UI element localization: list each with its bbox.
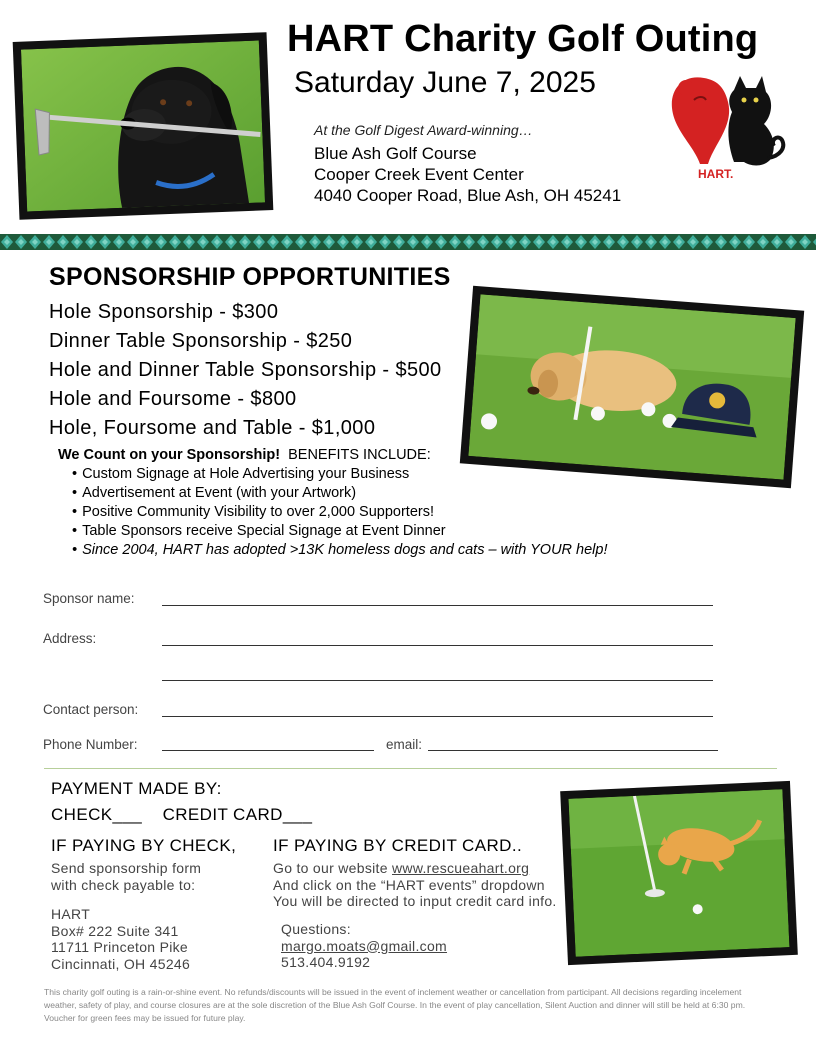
hart-logo [664,70,790,182]
mailing-address [51,906,190,972]
cc-line-3: You will be directed to input credit card info. [273,893,557,909]
check-line-1: Send sponsorship form [51,860,202,876]
phone-field[interactable] [162,750,374,751]
address-name: HART [51,906,91,922]
photo-dog-with-golf-club [13,32,274,220]
cc-line-2: And click on the “HART events” dropdown [273,876,545,893]
questions-label: Questions: [281,921,351,937]
disclaimer-fineprint: This charity golf outing is a rain-or-shine event. No refunds/discounts will be issued in the event of inclement weather or cancellation from participant. All decisions regarding incelement weather, safety of play, and course closures are at the sole discretion of the Blue Ash Golf Course. In the event of play cancellation, Silent Auction and dinner will still be held at 6:30 pm. Voucher for green fees may be issued for future play. [44,987,746,1023]
venue-address: 4040 Cooper Road, Blue Ash, OH 45241 [314,186,622,205]
benefit-item: • Advertisement at Event (with your Artwork) [72,484,698,503]
phone-label: Phone Number: [43,737,138,752]
benefit-item: • Since 2004, HART has adopted >13K homeless dogs and cats – with YOUR help! [72,541,698,560]
logo-text: HART. [698,167,734,181]
address-box: Box# 222 Suite 341 [51,922,179,939]
questions-block [281,921,447,971]
sponsorship-heading: SPONSORSHIP OPPORTUNITIES [49,263,451,291]
venue-center: Cooper Creek Event Center [314,165,524,184]
sponsorship-level: Hole and Dinner Table Sponsorship - $500 [49,359,442,381]
benefits-list [58,465,698,560]
benefits-lead-bold: We Count on your Sponsorship! [58,447,281,463]
event-title: HART Charity Golf Outing [287,18,759,60]
sponsorship-level: Hole and Foursome - $800 [49,388,297,410]
questions-email [281,938,447,955]
sponsorship-level: Hole Sponsorship - $300 [49,301,279,323]
contact-person-field[interactable] [162,716,713,717]
cc-line-1 [273,860,557,877]
cc-line-1-prefix: Go to our website [273,860,393,876]
credit-card-instructions [273,860,557,910]
benefit-item: • Custom Signage at Hole Advertising your Business [72,465,698,484]
address-field-line-2[interactable] [162,680,713,681]
venue-intro: At the Golf Digest Award-winning… [314,122,533,138]
check-line-2: with check payable to: [51,876,196,893]
check-heading: IF PAYING BY CHECK, [51,836,237,855]
address-street: 11711 Princeton Pike [51,939,189,955]
benefit-item: • Positive Community Visibility to over 2,000 Supporters! [72,503,698,522]
venue-block [314,120,621,206]
check-instructions [51,860,201,893]
benefits-block [58,446,698,560]
address-label: Address: [43,631,97,646]
benefits-lead-rest: BENEFITS INCLUDE: [280,447,431,463]
sponsorship-level: Dinner Table Sponsorship - $250 [49,330,353,352]
questions-phone: 513.404.9192 [281,954,371,970]
email-label: email: [386,737,423,752]
sponsorship-levels [49,298,442,443]
sponsorship-level: Hole, Foursome and Table - $1,000 [49,417,376,439]
sponsor-name-field[interactable] [162,605,713,606]
payment-options[interactable]: CHECK___ CREDIT CARD___ [51,805,313,824]
event-date: Saturday June 7, 2025 [294,66,596,99]
email-link[interactable]: margo.moats@gmail.com [281,937,448,954]
benefits-lead [58,446,698,465]
address-city: Cincinnati, OH 45246 [51,955,191,972]
venue-name: Blue Ash Golf Course [314,144,477,163]
credit-card-heading: IF PAYING BY CREDIT CARD.. [273,836,523,855]
benefit-item: • Table Sponsors receive Special Signage at Event Dinner [72,522,698,541]
photo-cat-near-golf-hole [560,781,798,965]
sponsor-name-label: Sponsor name: [43,591,135,606]
section-divider [44,768,777,769]
website-link[interactable]: www.rescueahart.org [392,860,530,876]
address-field-line-1[interactable] [162,645,713,646]
payment-block [51,775,312,829]
payment-heading: PAYMENT MADE BY: [51,779,222,798]
diamond-border [0,234,816,250]
email-field[interactable] [428,750,718,751]
contact-person-label: Contact person: [43,702,139,717]
